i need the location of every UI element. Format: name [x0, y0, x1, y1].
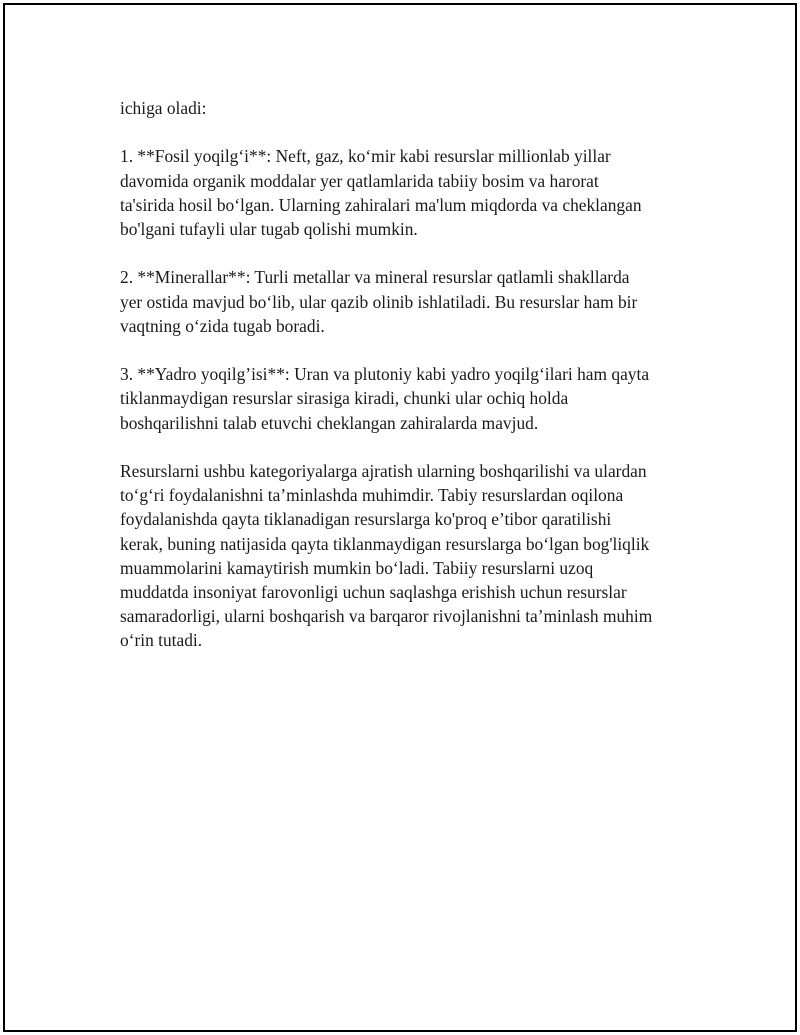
paragraph-conclusion [120, 459, 700, 653]
text-line: 2. **Minerallar**: Turli metallar va mineral resurslar qatlamli shakllarda [120, 267, 630, 288]
text-line: samaradorligi, ularni boshqarish va barqaror rivojlanishni ta’minlash muhim [120, 606, 653, 627]
document-body [120, 96, 700, 677]
text-line: ta'sirida hosil bo‘lgan. Ularning zahiralari ma'lum miqdorda va cheklangan [120, 194, 642, 215]
text-line: 1. **Fosil yoqilg‘i**: Neft, gaz, ko‘mir kabi resurslar millionlab yillar [120, 146, 611, 167]
text-line: o‘rin tutadi. [120, 630, 203, 651]
document-page [3, 3, 797, 1032]
text-line: yer ostida mavjud bo‘lib, ular qazib olinib ishlatiladi. Bu resurslar ham bir [120, 291, 638, 312]
text-line: bo'lgani tufayli ular tugab qolishi mumkin. [120, 219, 418, 239]
paragraph-minerals [120, 265, 700, 338]
text-line: to‘g‘ri foydalanishni ta’minlashda muhimdir. Tabiy resurslardan oqilona [120, 485, 624, 506]
text-line: Resurslarni ushbu kategoriyalarga ajratish ularning boshqarilishi va ulardan [120, 460, 647, 481]
paragraph-fossil-fuel [120, 144, 700, 241]
text-line: tiklanmaydigan resurslar sirasiga kiradi, chunki ular ochiq holda [120, 388, 569, 409]
text-line: ichiga oladi: [120, 98, 207, 118]
text-line: muddatda insoniyat farovonligi uchun saqlashga erishish uchun resurslar [120, 582, 627, 602]
text-line: vaqtning o‘zida tugab boradi. [120, 315, 325, 336]
paragraph-nuclear-fuel [120, 362, 700, 435]
text-line: muammolarini kamaytirish mumkin bo‘ladi. Tabiiy resurslarni uzoq [120, 557, 594, 578]
paragraph-intro [120, 96, 700, 120]
text-line: boshqarilishni talab etuvchi cheklangan zahiralarda mavjud. [120, 412, 539, 433]
text-line: davomida organik moddalar yer qatlamlarida tabiiy bosim va harorat [120, 170, 599, 191]
text-line: kerak, buning natijasida qayta tiklanmaydigan resurslarga bo‘lgan bog'liqlik [120, 533, 650, 554]
text-line: foydalanishda qayta tiklanadigan resurslarga ko'proq e’tibor qaratilishi [120, 509, 612, 530]
text-line: 3. **Yadro yoqilg’isi**: Uran va plutoniy kabi yadro yoqilg‘ilari ham qayta [120, 364, 650, 385]
